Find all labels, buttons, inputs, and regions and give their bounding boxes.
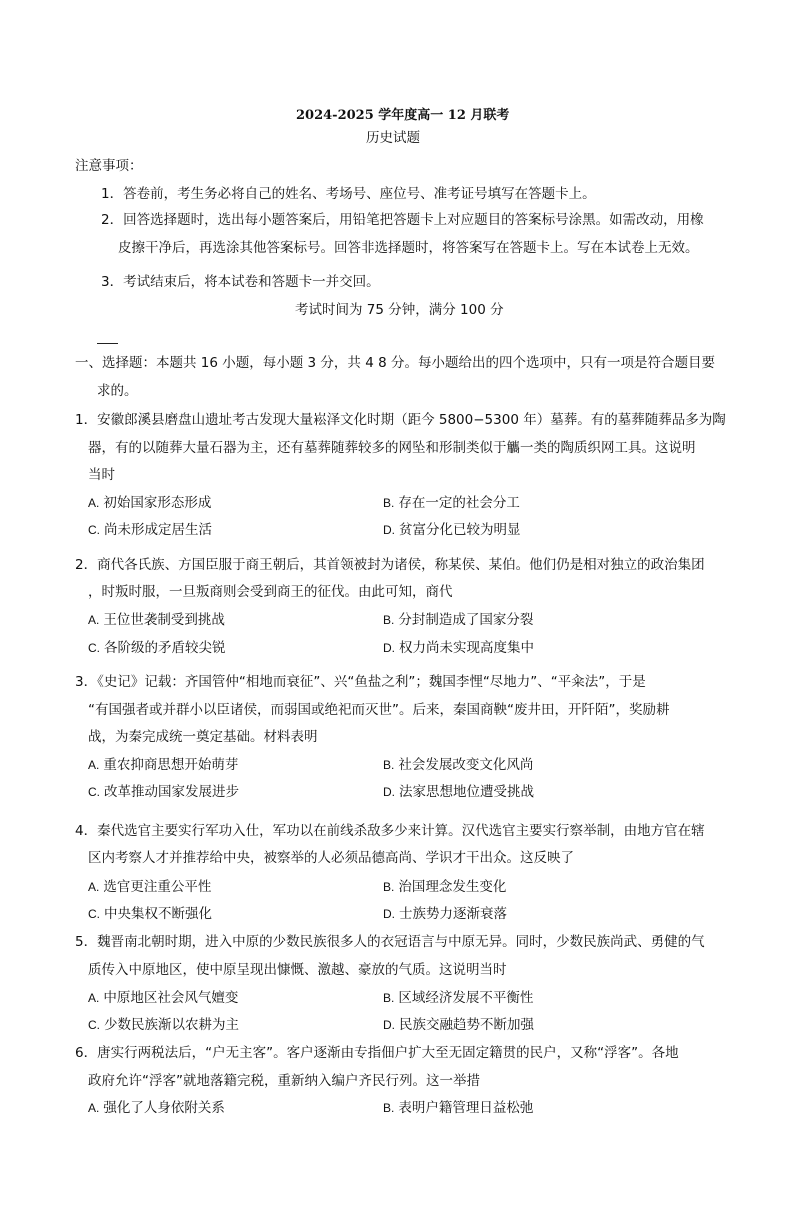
option-text: 改革推动国家发展进步 [104,784,239,800]
option-a[interactable] [88,992,238,1006]
option-c[interactable] [88,1019,239,1033]
exam-time: 考试时间为 75 分钟，满分 100 分 [295,302,504,318]
option-label: C. [88,785,100,799]
option-text: 治国理念发生变化 [398,879,507,895]
option-a[interactable] [88,614,225,628]
option-text: 区域经济发展不平衡性 [398,990,534,1006]
option-text: 贫富分化已较为明显 [399,522,521,538]
question-4-line-1: 4．秦代选官主要实行军功入仕，军功以在前线杀敌多少来计算。汉代选官主要实行察举制，由地方官在辖 [75,823,705,839]
option-text: 强化了人身依附关系 [103,1100,225,1116]
option-label: B. [383,758,395,772]
option-label: C. [88,907,100,921]
notice-item-3: 3．考试结束后，将本试卷和答题卡一并交回。 [101,274,380,290]
option-text: 各阶级的矛盾较尖锐 [104,640,226,656]
option-b[interactable] [383,497,520,511]
question-5-line-1: 5．魏晋南北朝时期，进入中原的少数民族很多人的衣冠语言与中原无异。同时，少数民族尚武、勇健的气 [75,934,705,950]
option-text: 民族交融趋势不断加强 [399,1017,534,1033]
option-c[interactable] [88,908,212,922]
option-b[interactable] [383,614,533,628]
option-text: 法家思想地位遭受挑战 [399,784,534,800]
question-2-line-2: ，时叛时服，一旦叛商则会受到商王的征伐。由此可知，商代 [88,584,453,600]
option-label: B. [383,880,395,894]
exam-title: 2024-2025 学年度高一 12 月联考 [296,108,510,123]
option-label: D. [383,1018,395,1032]
notice-item-2-cont: 皮擦干净后，再选涂其他答案标号。回答非选择题时，将答案写在答题卡上。写在本试卷上无效。 [118,240,699,256]
option-label: D. [383,785,395,799]
option-text: 存在一定的社会分工 [398,495,520,511]
section-heading-cont: 求的。 [97,383,138,399]
option-a[interactable] [88,759,238,773]
option-text: 士族势力逐渐衰落 [399,906,507,922]
option-label: B. [383,1101,395,1115]
option-a[interactable] [88,1102,225,1116]
question-1-line-1: 1．安徽郎溪县磨盘山遗址考古发现大量崧泽文化时期（距今 5800−5300 年）墓葬。有的墓葬随葬品多为陶 [75,412,726,428]
option-b[interactable] [383,759,533,773]
question-3-line-3: 战，为秦完成统一奠定基础。材料表明 [88,729,318,745]
option-label: B. [383,613,395,627]
option-b[interactable] [383,881,506,895]
option-text: 重农抑商思想开始萌芽 [103,757,239,773]
option-text: 中央集权不断强化 [104,906,212,922]
option-a[interactable] [88,497,211,511]
option-label: D. [383,641,395,655]
option-label: A. [88,613,100,627]
option-d[interactable] [383,524,521,538]
option-b[interactable] [383,1102,533,1116]
option-text: 王位世袭制受到挑战 [103,612,225,628]
option-label: D. [383,523,395,537]
question-3-line-2: “有国强者或并群小以臣诸侯，而弱国或绝祀而灭世”。后来，秦国商鞅“废井田，开阡陌”，奖励耕 [88,702,670,718]
notice-heading: 注意事项： [75,158,143,174]
option-text: 社会发展改变文化风尚 [398,757,534,773]
question-4-line-2: 区内考察人才并推荐给中央，被察举的人必须品德高尚、学识才干出众。这反映了 [88,850,574,866]
question-5-line-2: 质传入中原地区，使中原呈现出慷慨、激越、豪放的气质。这说明当时 [88,962,507,978]
option-label: B. [383,991,395,1005]
question-2-line-1: 2．商代各氏族、方国臣服于商王朝后，其首领被封为诸侯，称某侯、某伯。他们仍是相对独立的政治集团 [75,557,705,573]
option-label: A. [88,880,100,894]
option-a[interactable] [88,881,211,895]
notice-item-1: 1．答卷前，考生务必将自己的姓名、考场号、座位号、准考证号填写在答题卡上。 [101,186,596,202]
option-d[interactable] [383,786,534,800]
option-label: A. [88,758,100,772]
option-c[interactable] [88,642,226,656]
question-3-line-1: 3．《史记》记载：齐国管仲“相地而衰征”、兴“鱼盐之利”；魏国李悝“尽地力”、“平籴法”，于是 [75,674,646,690]
option-d[interactable] [383,908,507,922]
subject-title: 历史试题 [366,130,420,146]
section-heading: 一、选择题：本题共 16 小题，每小题 3 分，共 4 8 分。每小题给出的四个选项中，只有一项是符合题目要 [75,355,715,371]
question-6-line-1: 6．唐实行两税法后，“户无主客”。客户逐渐由专指佃户扩大至无固定籍贯的民户，又称“浮客”。各地 [75,1045,679,1061]
option-d[interactable] [383,642,534,656]
notice-item-2: 2．回答选择题时，选出每小题答案后，用铅笔把答题卡上对应题目的答案标号涂黑。如需改动，用橡 [101,212,704,228]
option-label: C. [88,523,100,537]
option-label: A. [88,496,100,510]
option-text: 表明户籍管理日益松弛 [398,1100,534,1116]
option-text: 尚未形成定居生活 [104,522,212,538]
question-1-line-3: 当时 [88,467,115,483]
option-label: C. [88,1018,100,1032]
option-text: 分封制造成了国家分裂 [398,612,534,628]
option-c[interactable] [88,524,212,538]
option-text: 少数民族渐以农耕为主 [104,1017,239,1033]
question-6-line-2: 政府允许“浮客”就地落籍完税，重新纳入编户齐民行列。这一举措 [88,1073,480,1089]
question-1-line-2: 器，有的以随葬大量石器为主，还有墓葬随葬较多的网坠和形制类似于觿一类的陶质织网工具。这说明 [88,440,696,456]
option-text: 选官更注重公平性 [103,879,212,895]
option-label: A. [88,991,100,1005]
option-label: B. [383,496,395,510]
option-b[interactable] [383,992,533,1006]
option-d[interactable] [383,1019,534,1033]
divider-line [97,343,118,344]
option-c[interactable] [88,786,239,800]
option-label: D. [383,907,395,921]
option-label: C. [88,641,100,655]
option-text: 权力尚未实现高度集中 [399,640,534,656]
option-label: A. [88,1101,100,1115]
option-text: 中原地区社会风气嬗变 [103,990,239,1006]
option-text: 初始国家形态形成 [103,495,212,511]
